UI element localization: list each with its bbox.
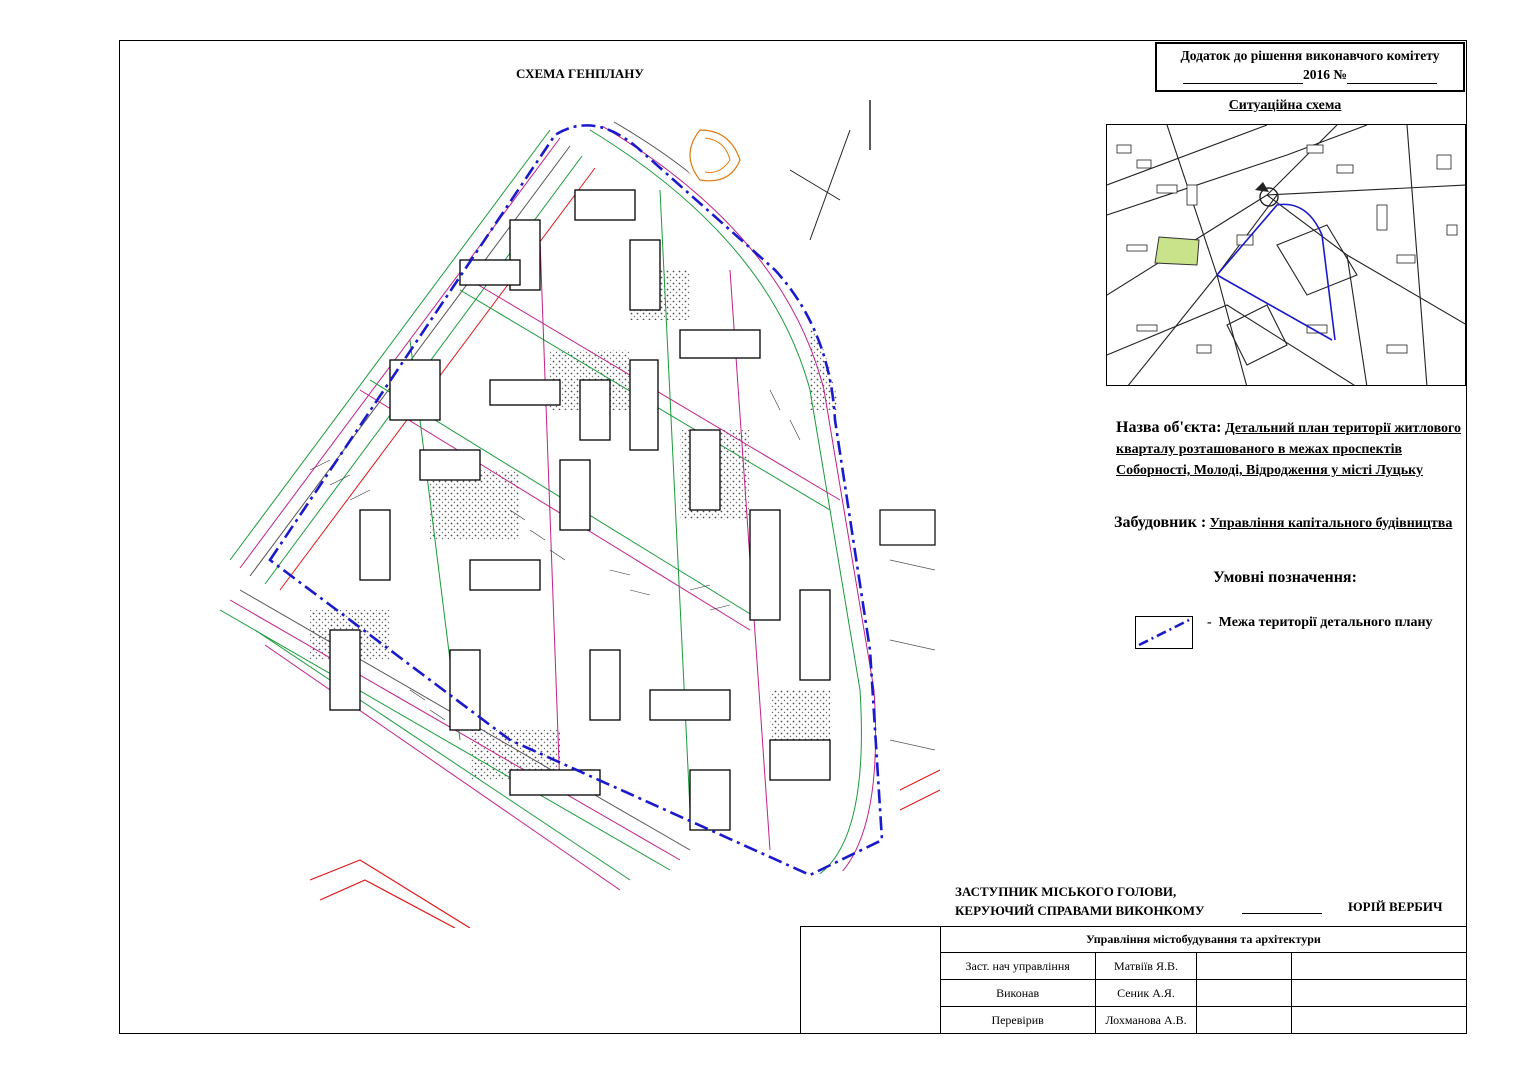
person-cell: Сеник А.Я. (1095, 980, 1197, 1007)
title-block-blank-cell (801, 927, 941, 1034)
title-block-table (800, 926, 1467, 1034)
signature-line2: КЕРУЮЧИЙ СПРАВАМИ ВИКОНКОМУ (955, 903, 1205, 918)
legend-item-label: Межа території детального плану (1218, 615, 1433, 630)
builder-label: Забудовник : (1114, 514, 1207, 531)
situation-map-drawing (1107, 125, 1466, 386)
master-plan-map (210, 90, 945, 928)
signature-cell (1197, 980, 1292, 1007)
date-cell (1292, 1007, 1467, 1034)
annex-date-blank (1183, 83, 1303, 84)
situation-map (1106, 124, 1466, 386)
date-cell (1292, 953, 1467, 980)
legend-title: Умовні позначення: (1213, 569, 1357, 586)
annex-line1: Додаток до рішення виконавчого комітету (1180, 48, 1440, 63)
legend-dash: - (1207, 615, 1212, 630)
object-text: Детальний план території житлового кварталу розташованого в межах проспектів Соборності, Молоді, Відродження у місті Луцьку (1116, 421, 1462, 478)
annex-box (1155, 42, 1465, 92)
signature-line (1242, 913, 1322, 914)
object-name (1116, 417, 1466, 481)
builder-text: Управління капітального будівництва (1209, 516, 1453, 531)
legend-boundary-symbol (1135, 616, 1193, 649)
scheme-title: СХЕМА ГЕНПЛАНУ (516, 66, 644, 81)
role-cell: Заст. нач управління (940, 953, 1095, 980)
person-cell: Матвіїв Я.В. (1095, 953, 1197, 980)
person-cell: Лохманова А.В. (1095, 1007, 1197, 1034)
annex-line2 (1157, 65, 1463, 84)
role-cell: Виконав (940, 980, 1095, 1007)
date-cell (1292, 980, 1467, 1007)
signature-cell (1197, 953, 1292, 980)
title-block-header: Управління містобудування та архітектури (940, 927, 1466, 953)
signature-name: ЮРІЙ ВЕРБИЧ (1348, 899, 1443, 914)
signature-line1: ЗАСТУПНИК МІСЬКОГО ГОЛОВИ, (955, 884, 1177, 899)
situation-title: Ситуаційна схема (1228, 98, 1342, 113)
annex-number-blank (1347, 83, 1437, 84)
builder (1114, 513, 1464, 534)
role-cell: Перевірив (940, 1007, 1095, 1034)
annex-year: 2016 (1303, 67, 1331, 82)
signature-title (955, 882, 1205, 920)
annex-number-sign: № (1333, 67, 1347, 82)
title-block (800, 926, 1467, 1034)
boundary-line-icon (1136, 617, 1192, 648)
legend-item (1207, 612, 1457, 633)
object-label: Назва об'єкта: (1116, 419, 1222, 436)
signature-cell (1197, 1007, 1292, 1034)
